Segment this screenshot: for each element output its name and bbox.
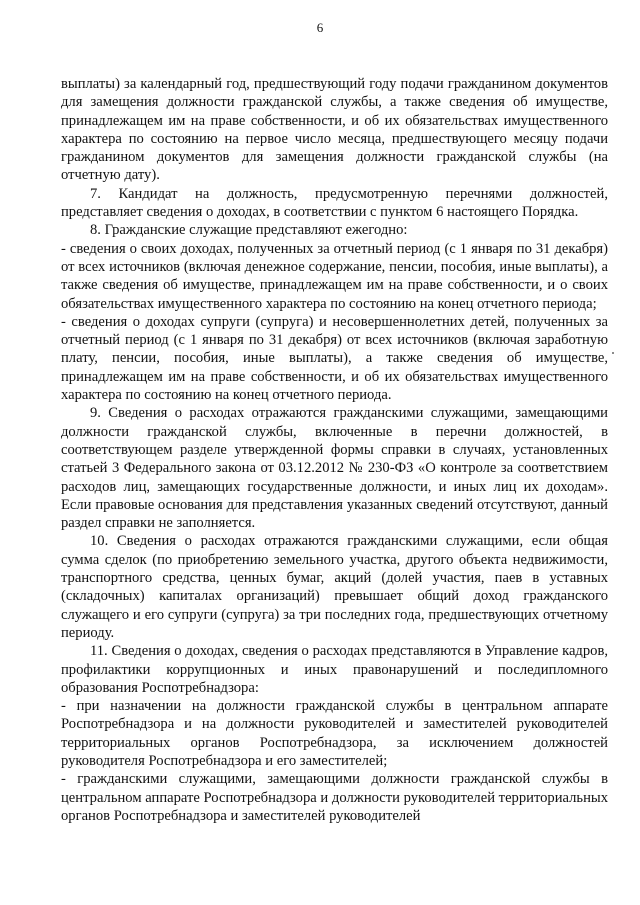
- scan-speck: [612, 352, 614, 354]
- paragraph-10-expenses: 10. Сведения о расходах отражаются гражданскими служащими, если общая сумма сделок (по приобретению земельного участка, другого объекта недвижимости, транспортного средства, ценных бумаг, акций (долей участия, паев в уставных (складочных) капиталах организаций) превышает общий доход гражданского служащего и его супруги (супруга) за три последних года, предшествующих отчетному периоду.: [61, 533, 608, 641]
- paragraph-9-expenses: 9. Сведения о расходах отражаются гражданскими служащими, замещающими должности гражданской службы, включенные в перечни должностей, в соответствующем разделе утвержденной формы справки в случаях, установленных статьей 3 Федерального закона от 03.12.2012 № 230-ФЗ «О контроле за соответствием расходов лиц, замещающих государственные должности, и иных лиц их доходам». Если правовые основания для представления указанных сведений отсутствуют, данный раздел справки не заполняется.: [61, 405, 608, 532]
- paragraph-8-civil-servants: 8. Гражданские служащие представляют ежегодно:: [90, 222, 408, 239]
- paragraph-7-candidate: 7. Кандидат на должность, предусмотренную перечнями должностей, представляет сведения о доходах, в соответствии с пунктом 6 настоящего Порядка.: [61, 185, 608, 221]
- list-item-serving-officials: - гражданскими служащими, замещающими должности гражданской службы в центральном аппарате Роспотребнадзора и должности руководителей территориальных органов Роспотребнадзора и заместителей руководителей: [61, 771, 608, 824]
- paragraph-11-submission: 11. Сведения о доходах, сведения о расходах представляются в Управление кадров, профилактики коррупционных и иных правонарушений и последипломного образования Роспотребнадзора:: [61, 643, 608, 696]
- document-body: [61, 75, 608, 825]
- page-number: 6: [316, 20, 324, 35]
- list-item-family-income: - сведения о доходах супруги (супруга) и несовершеннолетних детей, полученных за отчетный период (с 1 января по 31 декабря) от всех источников (включая заработную плату, пенсии, пособия, иные выплаты), а также сведения об имуществе, принадлежащем им на праве собственности, и об их обязательствах имущественного характера по состоянию на конец отчетного периода.: [61, 313, 608, 404]
- paragraph-continuation-income-info: выплаты) за календарный год, предшествующий году подачи гражданином документов для замещения должности гражданской службы, а также сведения об имуществе, принадлежащем им на праве собственности, и об их обязательствах имущественного характера по состоянию на первое число месяца, предшествующего месяцу подачи гражданином документов для замещения должности гражданской службы (на отчетную дату).: [61, 76, 608, 184]
- list-item-appointment: - при назначении на должности гражданской службы в центральном аппарате Роспотребнадзора и на должности руководителей и заместителей руководителей территориальных органов Роспотребнадзора, за исключением должностей руководителя Роспотребнадзора и его заместителей;: [61, 698, 608, 769]
- list-item-own-income: - сведения о своих доходах, полученных за отчетный период (с 1 января по 31 декабря) от всех источников (включая денежное содержание, пенсии, пособия, иные выплаты), а также сведения об имуществе, принадлежащем им на праве собственности, и о своих обязательствах имущественного характера по состоянию на конец отчетного периода;: [61, 240, 608, 312]
